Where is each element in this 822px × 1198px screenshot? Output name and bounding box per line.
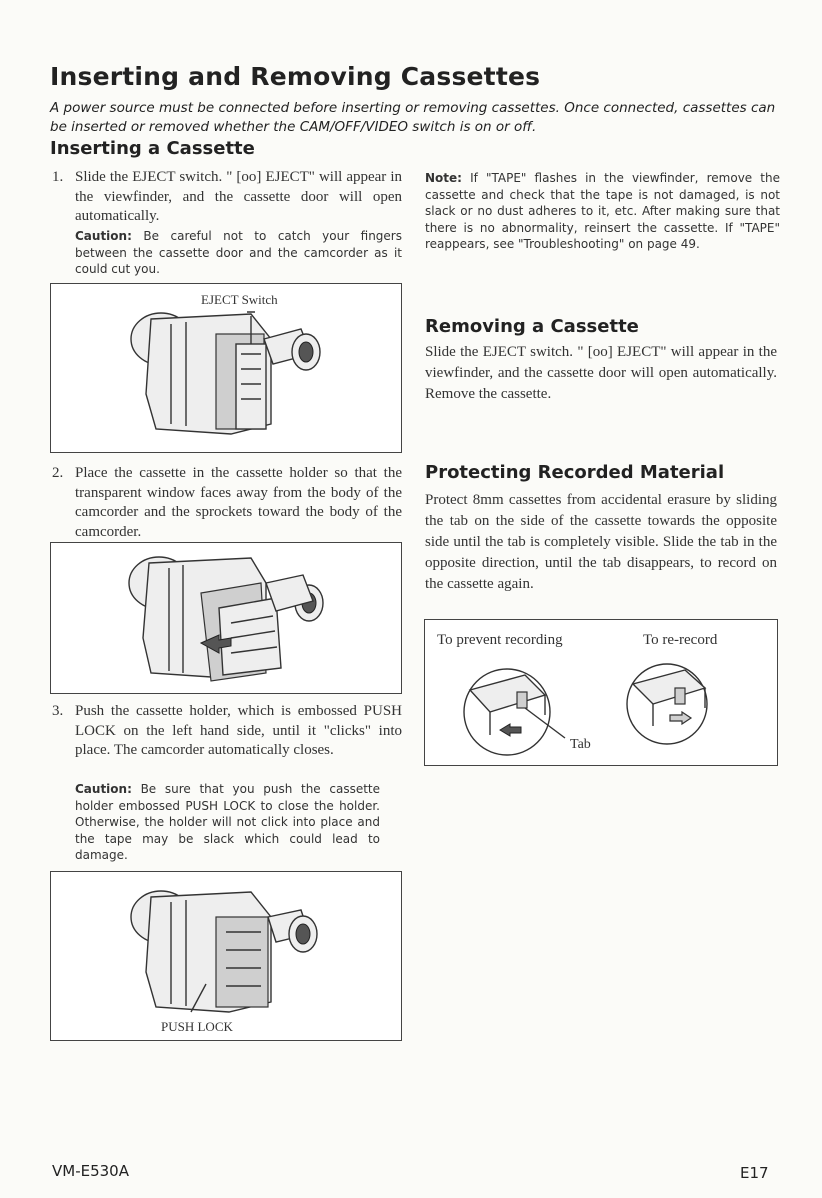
figure-eject-switch (50, 283, 402, 453)
camcorder-illustration-3 (51, 872, 401, 1040)
protecting-text: Protect 8mm cassettes from accidental erasure by sliding the tab on the side of the cassette towards the opposite side until the tab is completely visible. Slide the tab in the opposite direction, until the tab disappears, to record on the cassette again. (425, 492, 777, 592)
camcorder-illustration-1 (51, 284, 401, 452)
removing-heading: Removing a Cassette (425, 316, 639, 337)
protecting-heading: Protecting Recorded Material (425, 462, 725, 483)
figure-push-lock (50, 871, 402, 1041)
step-3-text: Push the cassette holder, which is embossed PUSH LOCK on the left hand side, until it "clicks" into place. The camcorder automatically closes. (75, 703, 402, 758)
caution-3-text: Be sure that you push the cassette holder embossed PUSH LOCK to close the holder. Otherwise, the holder will not click into place and the tape may be slack which could lead to damage. (75, 782, 380, 862)
caution-1-text: Be careful not to catch your fingers between the cassette door and the camcorder as it could cut you. (75, 229, 402, 276)
caution-1 (75, 228, 402, 278)
step-1 (52, 168, 402, 227)
step-2 (52, 464, 402, 542)
page-title: Inserting and Removing Cassettes (50, 62, 541, 91)
figure-protect-tab (424, 619, 778, 766)
re-record-label: To re-record (643, 632, 718, 648)
step-1-text: Slide the EJECT switch. " [oo] EJECT" will appear in the viewfinder, and the cassette door will open automatically. (75, 169, 402, 224)
note-label: Note: (425, 171, 462, 185)
prevent-recording-label: To prevent recording (437, 632, 563, 648)
caution-3 (75, 781, 380, 864)
note (425, 170, 780, 253)
note-text: If "TAPE" flashes in the viewfinder, remove the cassette and check that the tape is not damaged, is not slack or no dust adheres to it, etc. After making sure that there is no abnormality, reinsert the cassette. If "TAPE" reappears, see "Troubleshooting" on page 49. (425, 171, 780, 251)
step-3 (52, 702, 402, 761)
push-lock-label: PUSH LOCK (161, 1019, 233, 1034)
inserting-heading: Inserting a Cassette (50, 138, 255, 159)
caution-1-label: Caution: (75, 229, 132, 243)
step-2-number: 2. (52, 465, 64, 481)
step-2-text: Place the cassette in the cassette holder so that the transparent window faces away from the body of the camcorder and the sprockets toward the body of the camcorder. (75, 465, 402, 540)
removing-text: Slide the EJECT switch. " [oo] EJECT" will appear in the viewfinder, and the cassette door will open automatically. Remove the cassette. (425, 344, 777, 402)
camcorder-illustration-2 (51, 543, 401, 693)
footer-page-number: E17 (740, 1164, 769, 1182)
tab-label: Tab (570, 737, 591, 752)
step-1-number: 1. (52, 169, 64, 185)
step-3-number: 3. (52, 703, 64, 719)
caution-3-label: Caution: (75, 782, 132, 796)
eject-switch-label: EJECT Switch (201, 292, 278, 307)
figure-insert-cassette (50, 542, 402, 694)
intro-text: A power source must be connected before inserting or removing cassettes. Once connected, cassettes can be inserted or removed whether the CAM/OFF/VIDEO switch is on or off. (50, 100, 776, 135)
footer-model: VM-E530A (52, 1162, 129, 1180)
